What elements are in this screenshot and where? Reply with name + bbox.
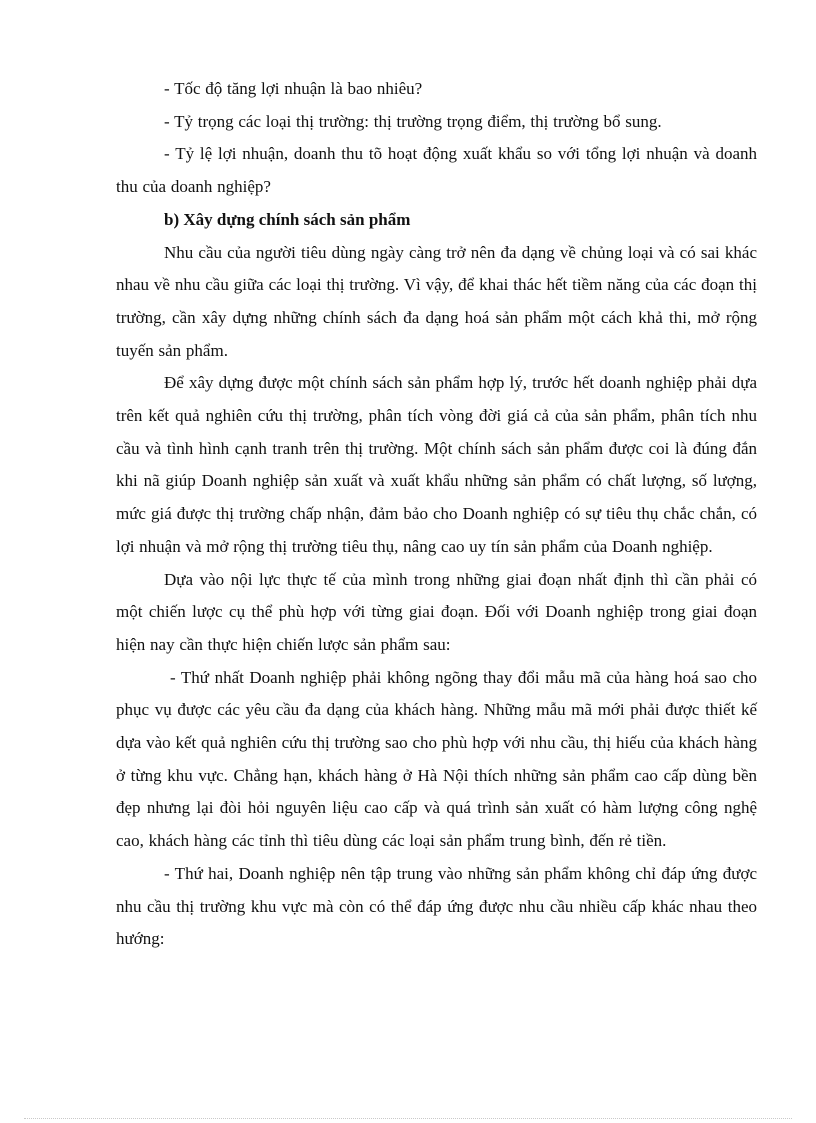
bullet-paragraph-market-share: - Tỷ trọng các loại thị trường: thị trường trọng điểm, thị trường bổ sung. — [164, 111, 662, 131]
bullet-paragraph-profit-growth: - Tốc độ tăng lợi nhuận là bao nhiêu? — [164, 79, 423, 98]
bullet-paragraph-profit-ratio: - Tỷ lệ lợi nhuận, doanh thu tõ hoạt động xuất khẩu so với tổng lợi nhuận và doanh thu của doanh nghiệp? — [116, 144, 757, 197]
section-heading: b) Xây dựng chính sách sản phẩm — [164, 209, 411, 229]
body-paragraph: Nhu cầu của người tiêu dùng ngày càng trở nên đa dạng về chủng loại và có sai khác nhau về nhu cầu giữa các loại thị trường. Vì vậy, để khai thác hết tiềm năng của các đoạn thị trường, cần xây dựng những chính sách đa dạng hoá sản phẩm một cách khả thi, mở rộng tuyến sản phẩm. — [116, 242, 757, 360]
body-paragraph-second-strategy: - Thứ hai, Doanh nghiệp nên tập trung vào những sản phẩm không chỉ đáp ứng được nhu cầu thị trường khu vực mà còn có thể đáp ứng được nhu cầu nhiều cấp khác nhau theo hướng: — [116, 863, 757, 949]
body-paragraph: Để xây dựng được một chính sách sản phẩm hợp lý, trước hết doanh nghiệp phải dựa trên kết quả nghiên cứu thị trường, phân tích vòng đời giá cả của sản phẩm, phân tích nhu cầu và tình hình cạnh tranh trên thị trường. Một chính sách sản phẩm được coi là đúng đắn khi nã giúp Doanh nghiệp sản xuất và xuất khẩu những sản phẩm có chất lượng, số lượng, mức giá được thị trường chấp nhận, đảm bảo cho Doanh nghiệp có sự tiêu thụ chắc chắn, có lợi nhuận và mở rộng thị trường tiêu thụ, nâng cao uy tín sản phẩm của Doanh nghiệp. — [116, 373, 757, 556]
body-paragraph-first-strategy: - Thứ nhất Doanh nghiệp phải không ngõng thay đổi mẫu mã của hàng hoá sao cho phục vụ được các yêu cầu đa dạng của khách hàng. Những mẫu mã mới phải được thiết kế dựa vào kết quả nghiên cứu thị trường sao cho phù hợp với nhu cầu, thị hiếu của khách hàng ở từng khu vực. Chẳng hạn, khách hàng ở Hà Nội thích những sản phẩm cao cấp dùng bền đẹp nhưng lại đòi hỏi nguyên liệu cao cấp và quá trình sản xuất có hàm lượng công nghệ cao, khách hàng các tỉnh thì tiêu dùng các loại sản phẩm trung bình, đến rẻ tiền. — [116, 667, 757, 851]
page-bottom-divider — [24, 1118, 792, 1119]
document-body — [116, 73, 757, 956]
body-paragraph: Dựa vào nội lực thực tế của mình trong những giai đoạn nhất định thì cần phải có một chiến lược cụ thể phù hợp với từng giai đoạn. Đối với Doanh nghiệp trong giai đoạn hiện nay cần thực hiện chiến lược sản phẩm sau: — [116, 569, 757, 654]
